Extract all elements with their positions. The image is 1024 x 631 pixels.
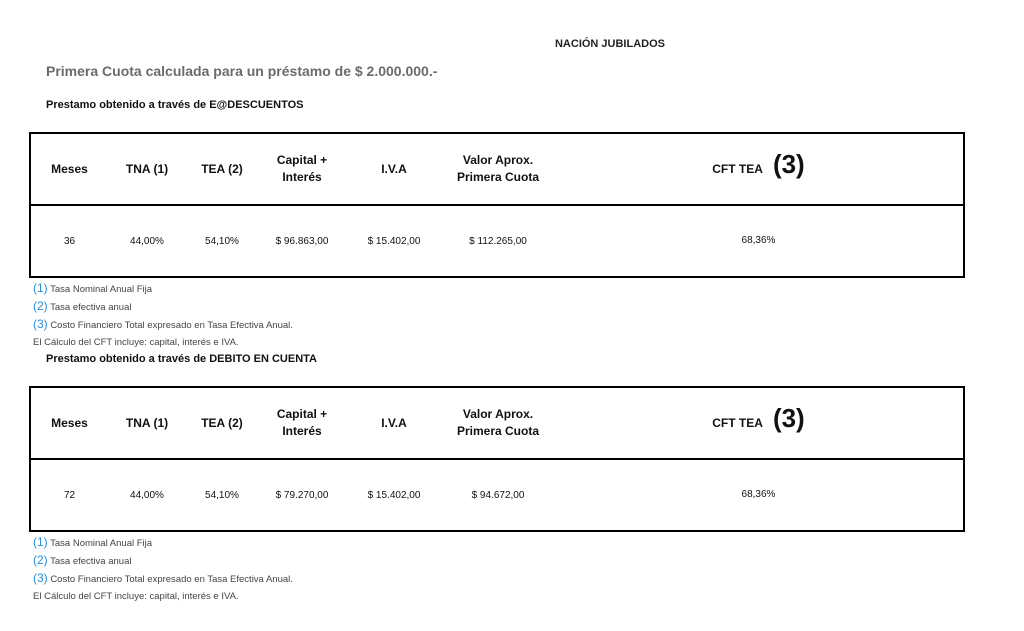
cell-iva: $ 15.402,00 — [367, 489, 421, 501]
footnote-3: (3) Costo Financiero Total expresado en Tasa Efectiva Anual. — [33, 571, 293, 585]
footnotes-debito — [33, 534, 293, 605]
table-header-row — [30, 387, 964, 459]
footnote-4: El Cálculo del CFT incluye: capital, interés e IVA. — [33, 337, 239, 348]
cell-valor: $ 112.265,00 — [469, 235, 527, 247]
cell-meses: 36 — [63, 235, 76, 247]
header-valor: Valor Aprox. Primera Cuota — [442, 387, 554, 459]
cell-iva: $ 15.402,00 — [367, 235, 421, 247]
header-tna: TNA (1) — [108, 133, 186, 205]
footnote-2: (2) Tasa efectiva anual — [33, 553, 132, 567]
table-header-row — [30, 133, 964, 205]
header-cft-tea: CFT TEA (3) — [554, 133, 964, 205]
cell-valor: $ 94.672,00 — [471, 489, 525, 501]
cft-reference: (3) — [772, 149, 805, 179]
footnote-1: (1) Tasa Nominal Anual Fija — [33, 535, 153, 549]
footnote-1: (1) Tasa Nominal Anual Fija — [33, 281, 153, 295]
header-capital: Capital + Interés — [258, 387, 346, 459]
footnote-4: El Cálculo del CFT incluye: capital, interés e IVA. — [33, 591, 239, 602]
footnotes-edescuentos — [33, 280, 293, 351]
cft-reference: (3) — [772, 403, 805, 433]
footnote-2: (2) Tasa efectiva anual — [33, 299, 132, 313]
section-title-debito: Prestamo obtenido a través de DEBITO EN CUENTA — [46, 353, 317, 365]
page-subtitle: Primera Cuota calculada para un préstamo de $ 2.000.000.- — [46, 63, 438, 79]
cell-tna: 44,00% — [130, 489, 164, 501]
header-tea: TEA (2) — [186, 387, 258, 459]
cell-tna: 44,00% — [130, 235, 164, 247]
header-iva: I.V.A — [346, 133, 442, 205]
header-tna: TNA (1) — [108, 387, 186, 459]
table-row — [30, 205, 964, 277]
header-valor: Valor Aprox. Primera Cuota — [442, 133, 554, 205]
header-iva: I.V.A — [346, 387, 442, 459]
header-capital: Capital + Interés — [258, 133, 346, 205]
cell-tea: 54,10% — [205, 489, 239, 501]
cell-capital: $ 96.863,00 — [275, 235, 329, 247]
loan-table-debito — [29, 386, 965, 532]
table-row — [30, 459, 964, 531]
header-cft-tea: CFT TEA (3) — [554, 387, 964, 459]
loan-table-edescuentos — [29, 132, 965, 278]
cell-cft: 68,36% — [741, 489, 776, 500]
section-title-edescuentos: Prestamo obtenido a través de E@DESCUENTOS — [46, 99, 304, 111]
cell-capital: $ 79.270,00 — [275, 489, 329, 501]
header-meses: Meses — [30, 133, 108, 205]
cell-tea: 54,10% — [205, 235, 239, 247]
header-meses: Meses — [30, 387, 108, 459]
page-title: NACIÓN JUBILADOS — [554, 38, 665, 50]
cell-cft: 68,36% — [741, 235, 776, 246]
header-tea: TEA (2) — [186, 133, 258, 205]
footnote-3: (3) Costo Financiero Total expresado en Tasa Efectiva Anual. — [33, 317, 293, 331]
cell-meses: 72 — [63, 489, 76, 501]
